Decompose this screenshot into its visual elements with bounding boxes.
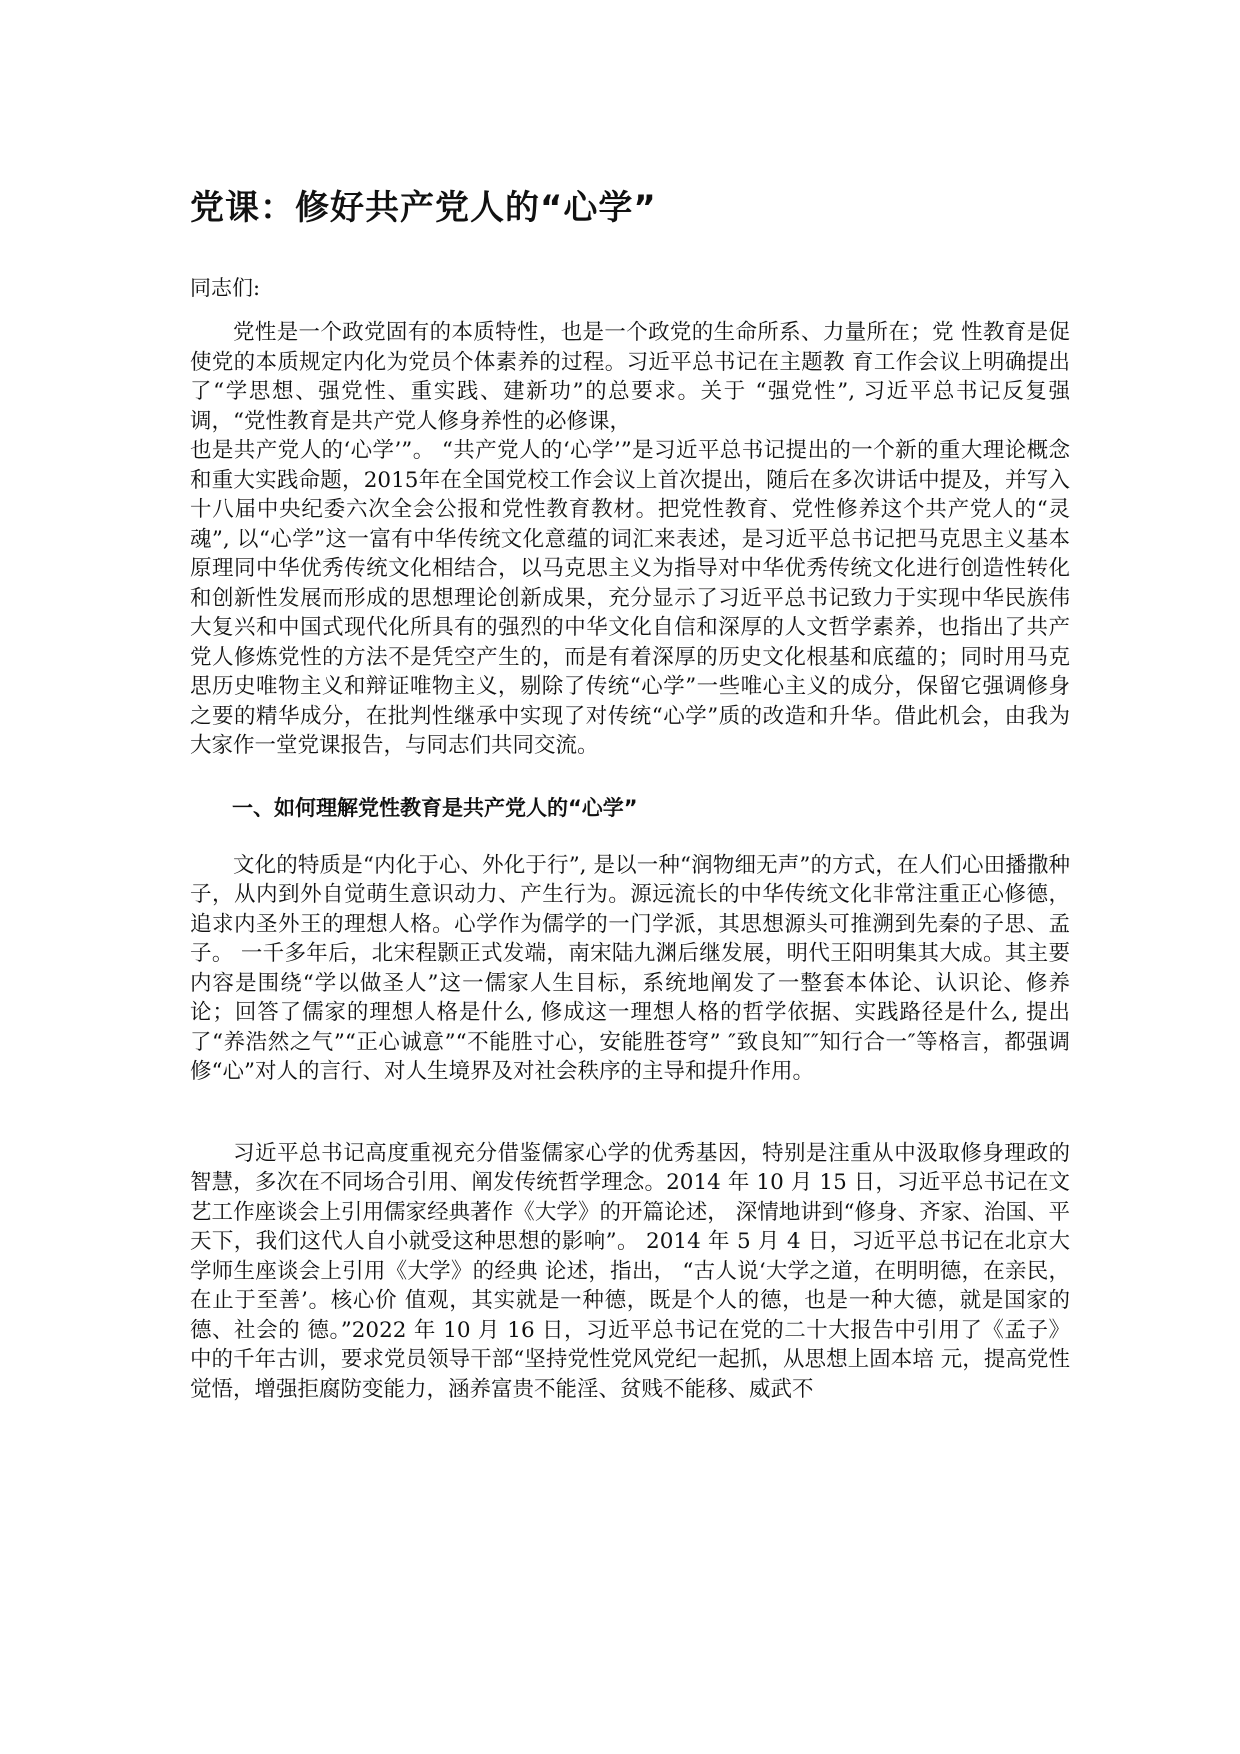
salutation: 同志们:	[190, 276, 261, 300]
paragraph-xinxue-concept: 也是共产党人的‘心学’”。 “共产党人的‘心学’”是习近平总书记提出的一个新的重大理论概念和重大实践命题，2015年在全国党校工作会议上首次提出，随后在多次讲话中提及，并写入十八届中央纪委六次全会公报和党性教育教材。把党性教育、党性修养这个共产党人的“灵魂”, 以“心学”这一富有中华传统文化意蕴的词汇来表述，是习近平总书记把马克思主义基本原理同中华优秀传统文化相结合，以马克思主义为指导对中华优秀传统文化进行创造性转化和创新性发展而形成的思想理论创新成果，充分显示了习近平总书记致力于实现中华民族伟大复兴和中国式现代化所具有的强烈的中华文化自信和深厚的人文哲学素养，也指出了共产党人修炼党性的方法不是凭空产生的，而是有着深厚的历史文化根基和底蕴的；同时用马克思历史唯物主义和辩证唯物主义，剔除了传统“心学”一些唯心主义的成分，保留它强调修身之要的精华成分，在批判性继承中实现了对传统“心学”质的改造和升华。借此机会，由我为大家作一堂党课报告，与同志们共同交流。	[190, 438, 1070, 758]
paragraph-xi-quotes: 习近平总书记高度重视充分借鉴儒家心学的优秀基因，特别是注重从中汲取修身理政的智慧，多次在不同场合引用、阐发传统哲学理念。2014 年 10 月 15 日，习近平总书记在文艺工作座谈会上引用儒家经典著作《大学》的开篇论述， 深情地讲到“修身、齐家、治国、平天下，我们这代人自小就受这种思想的影响”。 2014 年 5 月 4 日，习近平总书记在北京大学师生座谈会上引用《大学》的经典 论述，指出， “古人说‘大学之道，在明明德，在亲民，在止于至善’。核心价 值观，其实就是一种德，既是个人的德，也是一种大德，就是国家的德、社会的 德。”2022 年 10 月 16 日，习近平总书记在党的二十大报告中引用了《孟子》 中的千年古训，要求党员领导干部“坚持党性党风党纪一起抓，从思想上固本培 元，提高党性觉悟，增强拒腐防变能力，涵养富贵不能淫、贫贱不能移、威武不	[190, 1140, 1070, 1402]
section-heading-1: 一、如何理解党性教育是共产党人的“心学”	[232, 795, 638, 820]
document-body	[190, 186, 1070, 1404]
document-title: 党课：修好共产党人的“心学”	[190, 188, 657, 228]
paragraph-intro: 党性是一个政党固有的本质特性，也是一个政党的生命所系、力量所在；党 性教育是促使党的本质规定内化为党员个体素养的过程。习近平总书记在主题教 育工作会议上明确提出了“学思想、强党性、重实践、建新功”的总要求。关于 “强党性”, 习近平总书记反复强调，“党性教育是共产党人修身养性的必修课，	[190, 320, 1070, 434]
paragraph-culture: 文化的特质是“内化于心、外化于行”, 是以一种“润物细无声”的方式，在人们心田播撒种子，从内到外自觉萌生意识动力、产生行为。源远流长的中华传统文化非常注重正心修德，追求内圣外王的理想人格。心学作为儒学的一门学派，其思想源头可推溯到先秦的子思、孟子。 一千多年后，北宋程颢正式发端，南宋陆九渊后继发展，明代王阳明集其大成。其主要内容是围绕“学以做圣人”这一儒家人生目标，系统地阐发了一整套本体论、认识论、修养论；回答了儒家的理想人格是什么, 修成这一理想人格的哲学依据、实践路径是什么, 提出了“养浩然之气”“正心诚意”“不能胜寸心，安能胜苍穹” ″致良知″″知行合一″等格言，都强调修“心”对人的言行、对人生境界及对社会秩序的主导和提升作用。	[190, 852, 1070, 1084]
